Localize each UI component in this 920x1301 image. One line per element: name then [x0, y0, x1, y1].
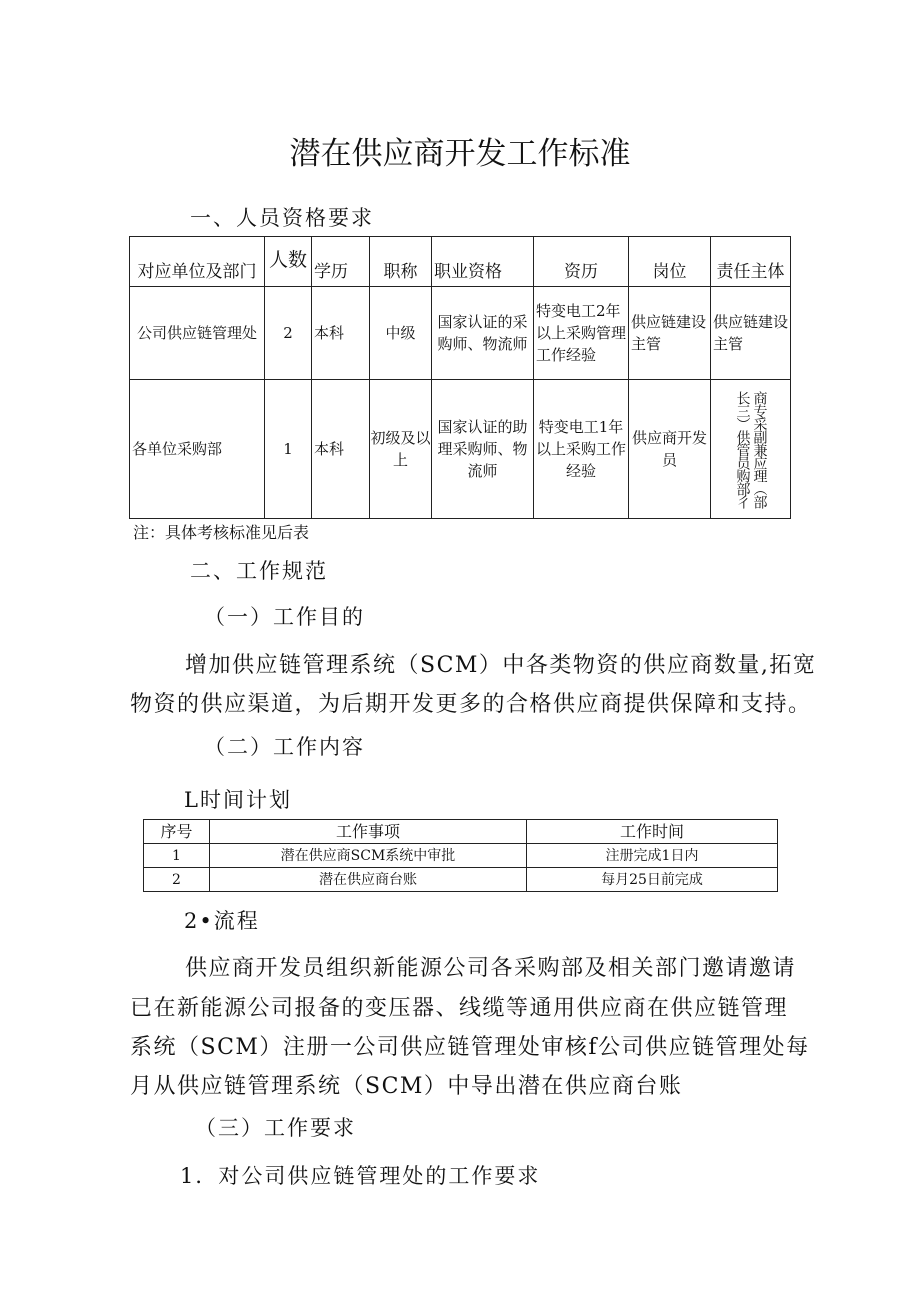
- table-cell: 国家认证的采购师、物流师: [432, 287, 534, 380]
- header-cell: 工作时间: [527, 820, 778, 844]
- table-cell: 中级: [370, 287, 432, 380]
- header-cell: 职业资格: [432, 237, 534, 287]
- table-row: [144, 844, 778, 868]
- paragraph-line: 增加供应链管理系统（SCM）中各类物资的供应商数量,拓宽: [185, 653, 817, 678]
- table-header-row: [144, 820, 778, 844]
- header-cell: 资历: [534, 237, 629, 287]
- table-cell: 本科: [312, 287, 370, 380]
- header-cell: 工作事项: [210, 820, 527, 844]
- table-cell: 国家认证的助理采购师、物流师: [432, 380, 534, 519]
- table-cell: 注册完成1日内: [527, 844, 778, 868]
- header-cell: 岗位: [629, 237, 711, 287]
- header-cell: 人数: [265, 237, 312, 287]
- table-row: [130, 380, 791, 519]
- table-cell: 供应商开发员: [629, 380, 711, 519]
- table-cell: 本科: [312, 380, 370, 519]
- subsection-heading-content: （二）工作内容: [204, 735, 365, 759]
- paragraph-line: 物资的供应渠道，为后期开发更多的合格供应商提供保障和支持。: [130, 692, 812, 717]
- table-cell: 供应链建设主管: [629, 287, 711, 380]
- vertical-text: 商专采副兼应理（部长三）供管员购部彳: [734, 390, 768, 508]
- paragraph-line: 月从供应链管理系统（SCM）中导出潜在供应商台账: [130, 1074, 683, 1099]
- table-cell: 供应链建设主管: [711, 287, 791, 380]
- item-heading-requirement-1: 1．对公司供应链管理处的工作要求: [180, 1164, 541, 1188]
- item-heading-schedule: L时间计划: [184, 788, 292, 812]
- table-cell: 初级及以上: [370, 380, 432, 519]
- table-cell: 潜在供应商SCM系统中审批: [210, 844, 527, 868]
- table-row: [144, 868, 778, 892]
- table-cell: 每月25日前完成: [527, 868, 778, 892]
- table-cell: 公司供应链管理处: [130, 287, 265, 380]
- table-cell: 特变电工2年以上采购管理工作经验: [534, 287, 629, 380]
- table-cell: 2: [144, 868, 210, 892]
- header-cell: 对应单位及部门: [130, 237, 265, 287]
- table-cell: 潜在供应商台账: [210, 868, 527, 892]
- table-cell: 特变电工1年以上采购工作经验: [534, 380, 629, 519]
- header-cell: 责任主体: [711, 237, 791, 287]
- subsection-heading-requirements: （三）工作要求: [195, 1116, 356, 1140]
- table-cell: 1: [144, 844, 210, 868]
- schedule-table: [143, 819, 778, 892]
- paragraph-line: 系统（SCM）注册一公司供应链管理处审核f公司供应链管理处每: [130, 1035, 810, 1060]
- paragraph-line: 供应商开发员组织新能源公司各采购部及相关部门邀请邀请: [185, 956, 797, 981]
- table-cell: 2: [265, 287, 312, 380]
- page-title: 潜在供应商开发工作标准: [289, 136, 631, 172]
- paragraph-line: 已在新能源公司报备的变压器、线缆等通用供应商在供应链管理: [130, 996, 789, 1021]
- table-note: 注：具体考核标准见后表: [133, 523, 310, 542]
- table-row: [130, 287, 791, 380]
- section-heading-work-norms: 二、工作规范: [190, 559, 328, 583]
- header-cell: 职称: [370, 237, 432, 287]
- table-header-row: [130, 237, 791, 287]
- table-cell: 1: [265, 380, 312, 519]
- header-cell: 学历: [312, 237, 370, 287]
- section-heading-personnel: 一、人员资格要求: [190, 206, 374, 230]
- header-cell: 序号: [144, 820, 210, 844]
- personnel-requirements-table: [129, 236, 791, 519]
- item-heading-process: 2•流程: [184, 909, 260, 933]
- table-cell: [711, 380, 791, 519]
- table-cell: 各单位采购部: [130, 380, 265, 519]
- subsection-heading-purpose: （一）工作目的: [204, 605, 365, 629]
